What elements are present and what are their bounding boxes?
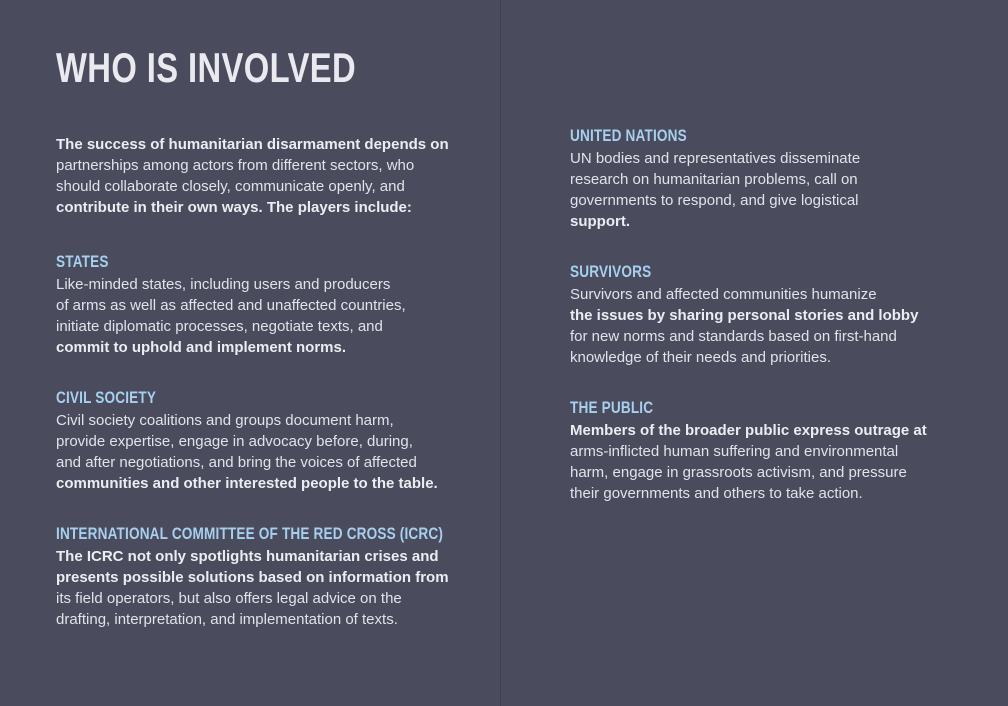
text-line: harm, engage in grassroots activism, and pressure [570, 464, 907, 481]
text-line: governments to respond, and give logistical [570, 192, 859, 209]
left-column [0, 0, 500, 706]
section-heading-civil-society: CIVIL SOCIETY [56, 388, 157, 407]
text-line: of arms as well as affected and unaffected countries, [56, 297, 406, 314]
text-line: and after negotiations, and bring the voices of affected [56, 454, 417, 471]
section-body-united-nations [570, 148, 930, 232]
section-icrc [56, 494, 449, 630]
section-states [56, 218, 434, 358]
text-line: The ICRC not only spotlights humanitarian crises and [56, 548, 439, 565]
text-line: should collaborate closely, communicate openly, and [56, 178, 405, 195]
text-line: their governments and others to take action. [570, 485, 863, 502]
text-line: partnerships among actors from different sectors, who [56, 157, 415, 174]
section-the-public [570, 368, 930, 504]
text-line: drafting, interpretation, and implementation of texts. [56, 611, 398, 628]
text-line: for new norms and standards based on first-hand [570, 328, 897, 345]
text-line: Survivors and affected communities humanize [570, 286, 877, 303]
text-line: UN bodies and representatives disseminate [570, 150, 861, 167]
section-body-icrc [56, 546, 449, 630]
section-heading-the-public: THE PUBLIC [570, 398, 654, 417]
section-body-states [56, 274, 434, 358]
right-column [500, 0, 1008, 706]
text-line: Members of the broader public express outrage at [570, 422, 927, 439]
section-heading-states: STATES [56, 252, 109, 271]
section-united-nations [570, 0, 930, 232]
text-line: communities and other interested people to the table. [56, 475, 438, 492]
section-civil-society [56, 358, 438, 494]
text-line: knowledge of their needs and priorities. [570, 349, 831, 366]
section-heading-icrc: INTERNATIONAL COMMITTEE OF THE RED CROSS (ICRC) [56, 524, 444, 543]
text-line: arms-inflicted human suffering and environmental [570, 443, 899, 460]
text-line: the issues by sharing personal stories and lobby [570, 307, 919, 324]
section-heading-united-nations: UNITED NATIONS [570, 126, 687, 145]
text-line: contribute in their own ways. The players include: [56, 199, 412, 216]
section-heading-survivors: SURVIVORS [570, 262, 652, 281]
section-body-survivors [570, 284, 930, 368]
text-line: its field operators, but also offers legal advice on the [56, 590, 402, 607]
intro-paragraph [56, 90, 449, 218]
text-line: presents possible solutions based on information from [56, 569, 449, 586]
section-survivors [570, 232, 930, 368]
text-line: support. [570, 213, 630, 230]
text-line: Like-minded states, including users and producers [56, 276, 391, 293]
section-body-the-public [570, 420, 930, 504]
text-line: provide expertise, engage in advocacy before, during, [56, 433, 413, 450]
section-body-civil-society [56, 410, 438, 494]
text-line: The success of humanitarian disarmament depends on [56, 136, 449, 153]
text-line: commit to uphold and implement norms. [56, 339, 347, 356]
text-line: research on humanitarian problems, call on [570, 171, 858, 188]
page-title: WHO IS INVOLVED [56, 44, 357, 91]
text-line: initiate diplomatic processes, negotiate texts, and [56, 318, 383, 335]
text-line: Civil society coalitions and groups document harm, [56, 412, 394, 429]
